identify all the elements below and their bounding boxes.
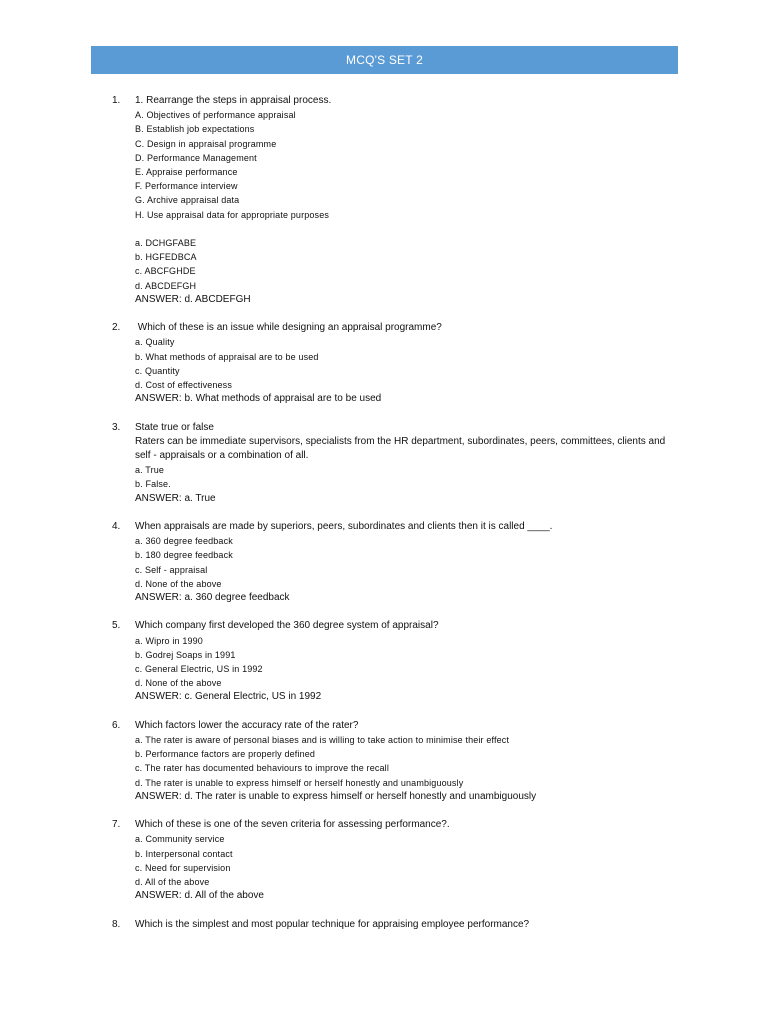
answer-option: b. Godrej Soaps in 1991 <box>135 649 236 660</box>
answer-line: ANSWER: d. The rater is unable to express himself or herself honestly and unambiguously <box>135 790 537 802</box>
answer-option: b. What methods of appraisal are to be used <box>135 351 319 362</box>
page-title: MCQ'S SET 2 <box>91 46 678 74</box>
answer-option: d. The rater is unable to express himself or herself honestly and unambiguously <box>135 777 464 788</box>
answer-option: d. Cost of effectiveness <box>135 380 232 391</box>
answer-option: c. Quantity <box>135 365 180 376</box>
answer-line: ANSWER: d. All of the above <box>135 890 264 902</box>
question-text: Which of these is an issue while designing an appraisal programme? <box>135 322 442 334</box>
question-text: Which of these is one of the seven criteria for assessing performance?. <box>135 819 450 831</box>
answer-line: ANSWER: a. 360 degree feedback <box>135 592 290 604</box>
question-number: 3. <box>112 421 121 433</box>
question-text: Which factors lower the accuracy rate of the rater? <box>135 719 359 731</box>
question-item <box>0 719 768 804</box>
question-number: 8. <box>112 918 121 930</box>
question-item <box>0 94 768 307</box>
appraisal-step: B. Establish job expectations <box>135 124 255 135</box>
appraisal-step: C. Design in appraisal programme <box>135 138 277 149</box>
question-body <box>135 321 675 406</box>
answer-option: b. 180 degree feedback <box>135 550 233 561</box>
question-text: When appraisals are made by superiors, peers, subordinates and clients then it is called ____. <box>135 521 553 533</box>
answer-option: c. General Electric, US in 1992 <box>135 664 263 675</box>
answer-option: a. Community service <box>135 834 225 845</box>
question-body <box>135 520 675 605</box>
appraisal-step: E. Appraise performance <box>135 167 238 178</box>
question-list <box>0 94 768 946</box>
question-text: 1. Rearrange the steps in appraisal process. <box>135 95 332 106</box>
answer-option: b. False. <box>135 479 171 490</box>
question-number: 4. <box>112 521 121 533</box>
answer-option: c. ABCFGHDE <box>135 266 196 277</box>
answer-option: b. Performance factors are properly defined <box>135 749 316 760</box>
question-item <box>0 619 768 704</box>
question-body <box>135 918 675 932</box>
question-number: 5. <box>112 620 121 632</box>
answer-option: a. The rater is aware of personal biases and is willing to take action to minimise their effect <box>135 735 510 746</box>
answer-option: d. None of the above <box>135 678 222 689</box>
question-text: State true or false <box>135 421 214 433</box>
question-text: Raters can be immediate supervisors, specialists from the HR department, subordinates, peers, committees, clients and <box>135 435 666 447</box>
question-item <box>0 520 768 605</box>
question-body <box>135 619 675 704</box>
appraisal-step: D. Performance Management <box>135 152 257 163</box>
spacer <box>135 222 675 236</box>
answer-option: c. Need for supervision <box>135 862 231 873</box>
answer-line: ANSWER: c. General Electric, US in 1992 <box>135 691 322 703</box>
question-number: 1. <box>112 95 121 106</box>
answer-option: d. None of the above <box>135 578 222 589</box>
question-item <box>0 818 768 903</box>
answer-option: d. ABCDEFGH <box>135 280 197 291</box>
answer-line: ANSWER: b. What methods of appraisal are to be used <box>135 393 382 405</box>
question-number: 2. <box>112 322 121 334</box>
answer-option: a. True <box>135 465 165 476</box>
answer-option: a. Quality <box>135 337 175 348</box>
question-body <box>135 94 675 307</box>
question-number: 6. <box>112 719 121 731</box>
question-body <box>135 719 675 804</box>
answer-option: a. DCHGFABE <box>135 238 197 249</box>
question-item <box>0 321 768 406</box>
question-text: Which is the simplest and most popular technique for appraising employee performance? <box>135 918 530 930</box>
answer-option: c. The rater has documented behaviours to improve the recall <box>135 763 389 774</box>
question-body <box>135 818 675 903</box>
answer-line: ANSWER: d. ABCDEFGH <box>135 293 251 305</box>
answer-option: d. All of the above <box>135 877 210 888</box>
answer-line: ANSWER: a. True <box>135 492 216 504</box>
answer-option: a. 360 degree feedback <box>135 536 233 547</box>
answer-option: c. Self - appraisal <box>135 564 208 575</box>
question-item <box>0 918 768 932</box>
appraisal-step: G. Archive appraisal data <box>135 195 240 206</box>
answer-option: b. Interpersonal contact <box>135 848 233 859</box>
question-text: Which company first developed the 360 degree system of appraisal? <box>135 620 439 632</box>
question-item <box>0 421 768 506</box>
question-text: self - appraisals or a combination of all. <box>135 450 309 462</box>
answer-option: a. Wipro in 1990 <box>135 635 203 646</box>
answer-option: b. HGFEDBCA <box>135 252 197 263</box>
appraisal-step: H. Use appraisal data for appropriate purposes <box>135 209 330 220</box>
question-number: 7. <box>112 819 121 831</box>
appraisal-step: F. Performance interview <box>135 181 238 192</box>
question-body <box>135 421 675 506</box>
appraisal-step: A. Objectives of performance appraisal <box>135 110 296 121</box>
